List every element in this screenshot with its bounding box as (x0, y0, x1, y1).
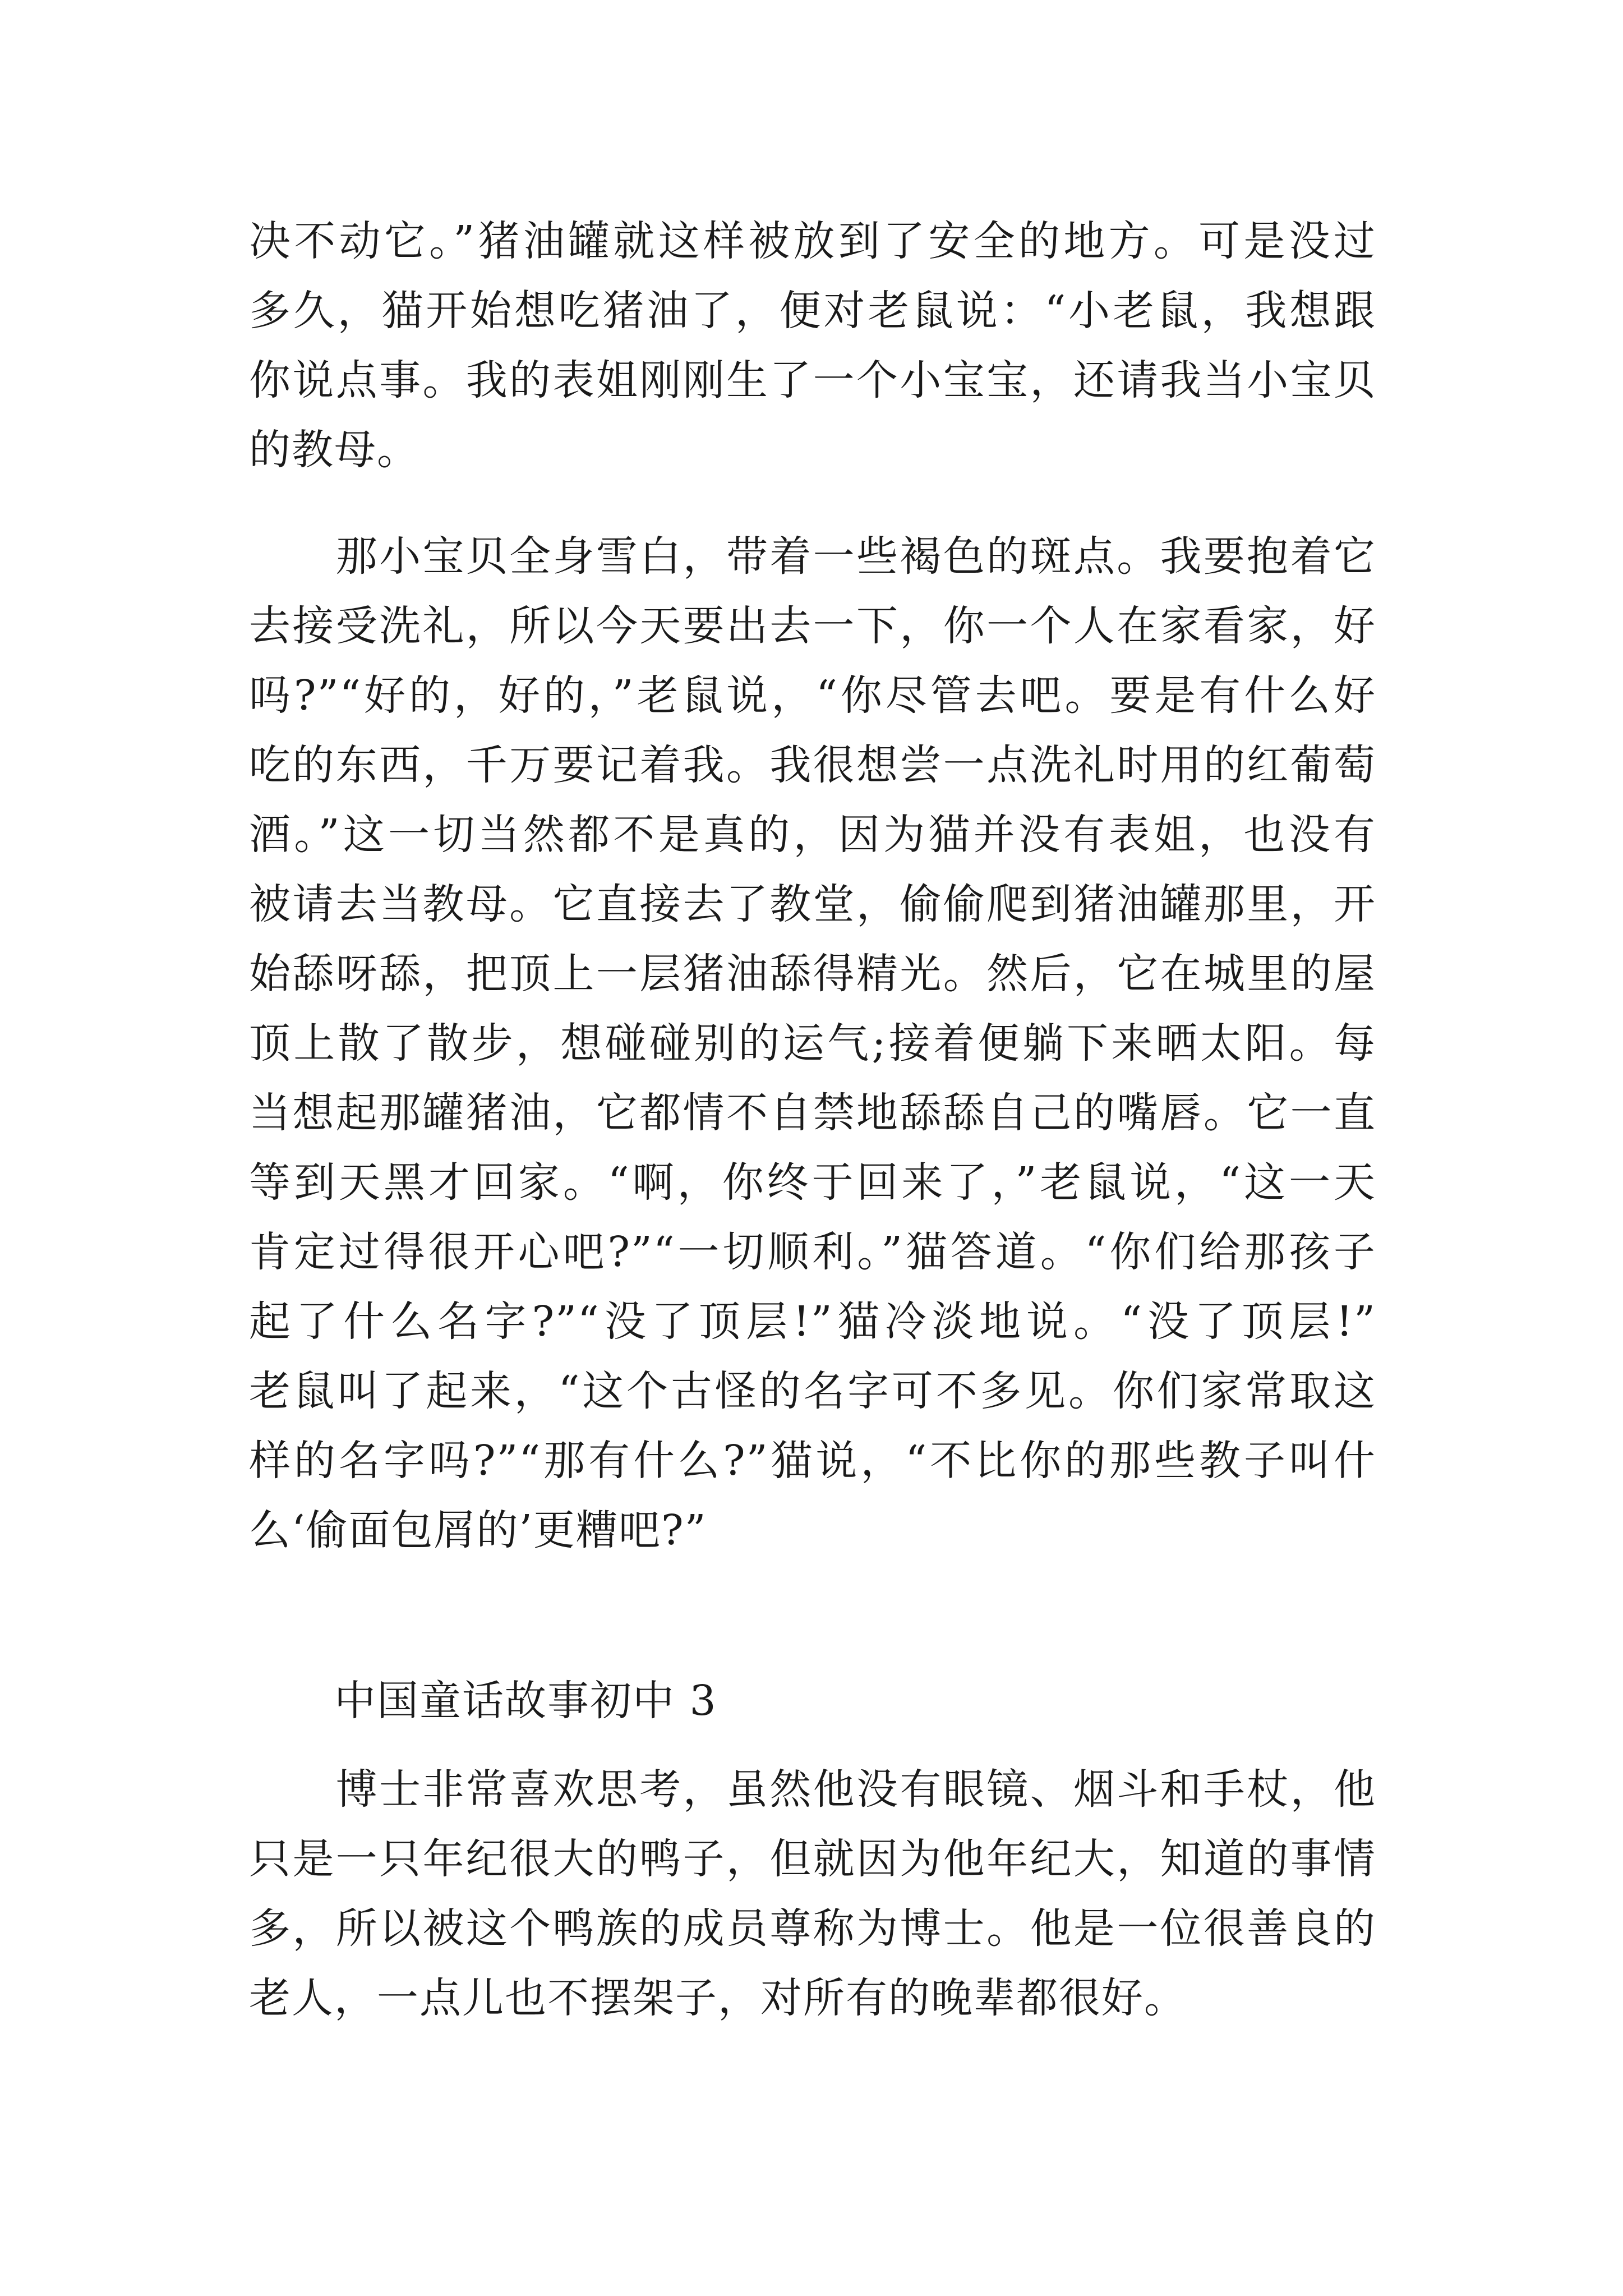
text-line: 肯定过得很开心吧?”“一切顺利。”猫答道。“你们给那孩子 (249, 1228, 1376, 1276)
text-line: 顶上散了散步，想碰碰别的运气;接着便躺下来晒太阳。每 (249, 1019, 1376, 1068)
heading-line: 中国童话故事初中 3 (249, 1677, 717, 1725)
text-line: 决不动它。”猪油罐就这样被放到了安全的地方。可是没过 (249, 217, 1376, 265)
text-line: 博士非常喜欢思考，虽然他没有眼镜、烟斗和手杖，他 (249, 1765, 1376, 1814)
text-line: 那小宝贝全身雪白，带着一些褐色的斑点。我要抱着它 (249, 532, 1376, 581)
text-line: 的教母。 (249, 426, 419, 474)
text-line: 当想起那罐猪油，它都情不自禁地舔舔自己的嘴唇。它一直 (249, 1089, 1376, 1137)
paragraph-3 (249, 1755, 1376, 2033)
text-line: 吃的东西，千万要记着我。我很想尝一点洗礼时用的红葡萄 (249, 741, 1376, 789)
section-heading (249, 1666, 1376, 1736)
paragraph-1 (249, 206, 1376, 485)
text-line: 样的名字吗?”“那有什么?”猫说，“不比你的那些教子叫什 (249, 1437, 1376, 1485)
text-line: 多久，猫开始想吃猪油了，便对老鼠说：“小老鼠，我想跟 (249, 287, 1376, 335)
paragraph-2 (249, 522, 1376, 1565)
text-line: 始舔呀舔，把顶上一层猪油舔得精光。然后，它在城里的屋 (249, 950, 1376, 998)
text-line: 吗?”“好的，好的，”老鼠说，“你尽管去吧。要是有什么好 (249, 671, 1376, 720)
text-line: 被请去当教母。它直接去了教堂，偷偷爬到猪油罐那里，开 (249, 880, 1376, 928)
text-line: 只是一只年纪很大的鸭子，但就因为他年纪大，知道的事情 (249, 1835, 1376, 1883)
text-line: 你说点事。我的表姐刚刚生了一个小宝宝，还请我当小宝贝 (249, 356, 1376, 404)
text-line: 去接受洗礼，所以今天要出去一下，你一个人在家看家，好 (249, 602, 1376, 650)
text-line: 酒。”这一切当然都不是真的，因为猫并没有表姐，也没有 (249, 811, 1376, 859)
text-line: 么‘偷面包屑的’更糟吧?” (249, 1506, 707, 1554)
text-line: 老人，一点儿也不摆架子，对所有的晚辈都很好。 (249, 1974, 1187, 2022)
text-line: 老鼠叫了起来，“这个古怪的名字可不多见。你们家常取这 (249, 1367, 1376, 1415)
text-line: 多，所以被这个鸭族的成员尊称为博士。他是一位很善良的 (249, 1904, 1376, 1953)
text-line: 等到天黑才回家。“啊，你终于回来了，”老鼠说，“这一天 (249, 1158, 1376, 1207)
text-line: 起了什么名字?”“没了顶层!”猫冷淡地说。“没了顶层!” (249, 1297, 1376, 1346)
